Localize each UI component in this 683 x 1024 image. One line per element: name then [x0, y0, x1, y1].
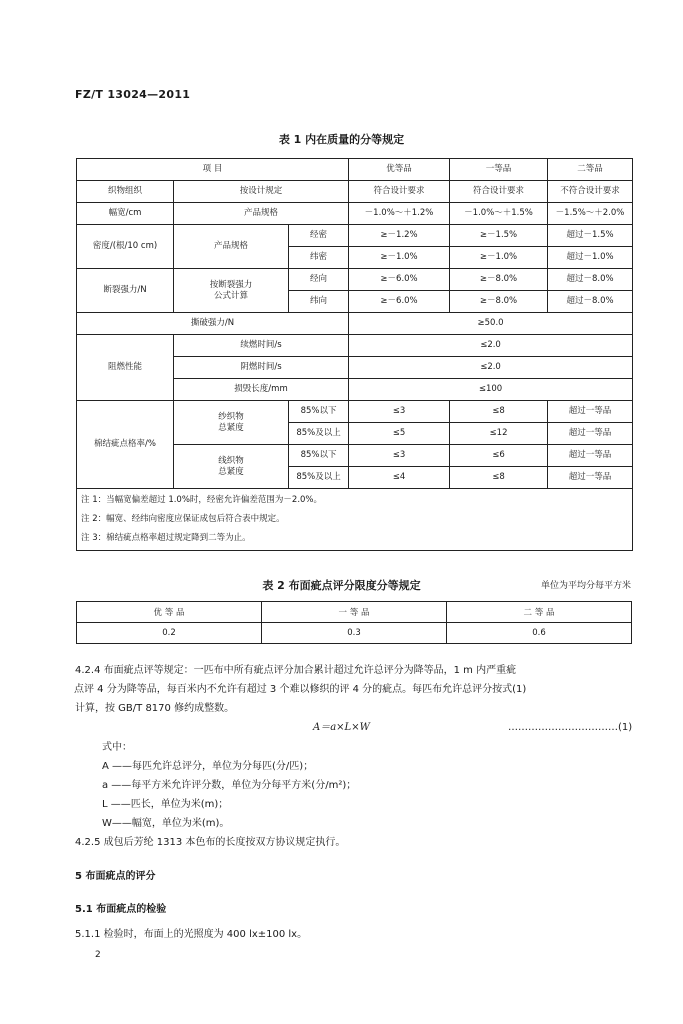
note-2: 注 2：幅宽、经纬向密度应保证成包后符合表中规定。: [81, 514, 285, 524]
cell: －1.5%～＋2.0%: [548, 203, 633, 225]
formula-definition: A ——每匹允许总评分，单位为分每匹(分/匹)；: [102, 761, 314, 772]
row-sublabel: 损毁长度/mm: [174, 379, 349, 401]
table1-caption: 表 1 内在质量的分等规定: [278, 133, 405, 146]
row-label: 断裂强力/N: [77, 269, 174, 313]
header-grade-premium: 优等品: [349, 159, 450, 181]
table2-caption: 表 2 布面疵点评分限度分等规定: [262, 579, 421, 592]
cell: 超过－1.5%: [548, 225, 633, 247]
cell: 经向: [289, 269, 349, 291]
cell: ≤8: [450, 467, 548, 489]
header-grade-first: 一等品: [450, 159, 548, 181]
formula-number: ……………………………(1): [508, 722, 633, 733]
table-row: [77, 313, 633, 335]
row-sublabel: [174, 269, 289, 313]
cell: －1.0%～＋1.5%: [450, 203, 548, 225]
cell: 85%以下: [289, 445, 349, 467]
cell: 超过一等品: [548, 401, 633, 423]
defect-score-table: [76, 601, 632, 644]
text: 线织物: [218, 455, 244, 466]
row-sublabel: 按设计规定: [174, 181, 349, 203]
cell: ≥－1.0%: [349, 247, 450, 269]
note-3: 注 3：棉结疵点格率超过规定降到二等为止。: [81, 533, 251, 543]
text: 总紧度: [218, 466, 244, 477]
note-1: 注 1：当幅宽偏差超过 1.0%时，经密允许偏差范围为－2.0%。: [81, 495, 323, 505]
cell: 85%及以上: [289, 423, 349, 445]
table-row: [77, 225, 633, 247]
header-item: 项 目: [77, 159, 349, 181]
table-notes-row: [77, 489, 633, 551]
text: 总紧度: [218, 422, 244, 433]
cell: 0.6: [447, 623, 632, 644]
cell: 超过一等品: [548, 445, 633, 467]
row-sublabel: 续燃时间/s: [174, 335, 349, 357]
cell: 不符合设计要求: [548, 181, 633, 203]
table-notes: [77, 489, 633, 551]
cell: ≥－1.5%: [450, 225, 548, 247]
table-row: [77, 623, 632, 644]
table-header-row: [77, 159, 633, 181]
cell: ≥－8.0%: [450, 291, 548, 313]
section-4-2-4: [75, 661, 635, 718]
row-label: 幅宽/cm: [77, 203, 174, 225]
formula-definition: L ——匹长，单位为米(m)；: [102, 799, 229, 810]
cell: 超过一等品: [548, 423, 633, 445]
table-row: [77, 401, 633, 423]
document-code: FZ/T 13024—2011: [75, 88, 191, 101]
row-sublabel: [174, 401, 289, 445]
header-cell: 二 等 品: [447, 602, 632, 623]
cell: 符合设计要求: [349, 181, 450, 203]
section-5-1-heading: 5.1 布面疵点的检验: [75, 904, 167, 915]
text: 公式计算: [213, 290, 248, 301]
where-label: 式中：: [102, 742, 132, 753]
text: 按断裂强力: [209, 279, 253, 290]
row-sublabel: 产品规格: [174, 225, 289, 269]
table2-unit: 单位为平均分每平方米: [540, 581, 631, 591]
cell: 超过－1.0%: [548, 247, 633, 269]
formula-definition: a ——每平方米允许评分数，单位为分每平方米(分/m²)；: [102, 780, 357, 791]
cell: ≥50.0: [349, 313, 633, 335]
text: 纱织物: [218, 411, 244, 422]
cell: ≤100: [349, 379, 633, 401]
cell: ≤3: [349, 401, 450, 423]
cell: ≥－1.2%: [349, 225, 450, 247]
section-4-2-5: 4.2.5 成包后芳纶 1313 本色布的长度按双方协议规定执行。: [75, 837, 346, 848]
cell: 超过－8.0%: [548, 291, 633, 313]
quality-grade-table: [76, 158, 633, 551]
cell: －1.0%～＋1.2%: [349, 203, 450, 225]
table-row: [77, 269, 633, 291]
table-row: [77, 181, 633, 203]
section-5-heading: 5 布面疵点的评分: [75, 871, 156, 882]
cell: ≥－1.0%: [450, 247, 548, 269]
cell: ≤12: [450, 423, 548, 445]
cell: ≤8: [450, 401, 548, 423]
row-label: 阻燃性能: [77, 335, 174, 401]
cell: ≥－6.0%: [349, 269, 450, 291]
paragraph-line: 计算，按 GB/T 8170 修约成整数。: [75, 703, 235, 714]
cell: ≤2.0: [349, 357, 633, 379]
cell: 纬密: [289, 247, 349, 269]
page-number: 2: [95, 950, 101, 960]
cell: 85%以下: [289, 401, 349, 423]
cell: 符合设计要求: [450, 181, 548, 203]
cell: 0.3: [262, 623, 447, 644]
cell: ≤2.0: [349, 335, 633, 357]
cell: 超过一等品: [548, 467, 633, 489]
cell: 85%及以上: [289, 467, 349, 489]
paragraph-line: 点评 4 分为降等品，每百米内不允许有超过 3 个难以修织的评 4 分的疵点。每匹布允许总评分按式(1): [74, 684, 527, 695]
row-sublabel: 产品规格: [174, 203, 349, 225]
formula-definition: W——幅宽，单位为米(m)。: [102, 818, 230, 829]
row-sublabel: [174, 445, 289, 489]
cell: ≤5: [349, 423, 450, 445]
row-label: 棉结疵点格率/%: [77, 401, 174, 489]
formula: A＝a×L×W: [313, 722, 370, 733]
cell: 0.2: [77, 623, 262, 644]
header-cell: 优 等 品: [77, 602, 262, 623]
row-label: 撕破强力/N: [77, 313, 349, 335]
section-5-1-1: 5.1.1 检验时，布面上的光照度为 400 lx±100 lx。: [75, 929, 308, 940]
row-label: 密度/(根/10 cm): [77, 225, 174, 269]
cell: 超过－8.0%: [548, 269, 633, 291]
cell: ≥－6.0%: [349, 291, 450, 313]
header-cell: 一 等 品: [262, 602, 447, 623]
paragraph-line: 4.2.4 布面疵点评等规定：一匹布中所有疵点评分加合累计超过允许总评分为降等品，1 m 内严重疵: [75, 665, 517, 676]
cell: ≥－8.0%: [450, 269, 548, 291]
table-row: [77, 203, 633, 225]
header-grade-second: 二等品: [548, 159, 633, 181]
cell: ≤4: [349, 467, 450, 489]
cell: 纬向: [289, 291, 349, 313]
row-sublabel: 阴燃时间/s: [174, 357, 349, 379]
table-header-row: [77, 602, 632, 623]
table-row: [77, 335, 633, 357]
row-label: 织物组织: [77, 181, 174, 203]
cell: 经密: [289, 225, 349, 247]
cell: ≤6: [450, 445, 548, 467]
cell: ≤3: [349, 445, 450, 467]
